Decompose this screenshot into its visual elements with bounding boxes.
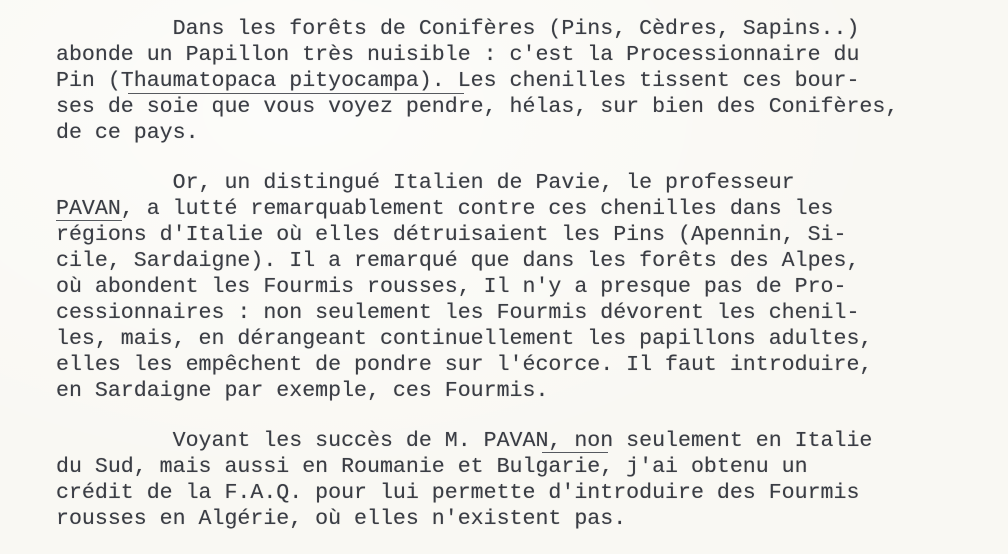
text-line: en Sardaigne par exemple, ces Fourmis. [56, 379, 549, 403]
text-line: cile, Sardaigne). Il a remarqué que dans les forêts des Alpes, [56, 249, 860, 273]
text-line: elles les empêchent de pondre sur l'écorce. Il faut introduire, [56, 353, 873, 377]
pavan-underline [56, 220, 122, 221]
text-line: régions d'Italie où elles détruisaient les Pins (Apennin, Si- [56, 223, 847, 247]
text-line: Or, un distingué Italien de Pavie, le professeur [56, 171, 795, 195]
text-line: Dans les forêts de Conifères (Pins, Cèdres, Sapins..) [56, 17, 860, 41]
text-line: les, mais, en dérangeant continuellement les papillons adultes, [56, 327, 873, 351]
text-line: PAVAN, a lutté remarquablement contre ces chenilles dans les [56, 197, 834, 221]
text-line: de ce pays. [56, 121, 199, 145]
text-line: abonde un Papillon très nuisible : c'est la Processionnaire du [56, 43, 860, 67]
text-line: Pin (Thaumatopaca pityocampa). Les chenilles tissent ces bour- [56, 69, 860, 93]
text-line: où abondent les Fourmis rousses, Il n'y a presque pas de Pro- [56, 275, 847, 299]
text-line: Voyant les succès de M. PAVAN, non seulement en Italie [56, 429, 873, 453]
text-line: rousses en Algérie, où elles n'existent pas. [56, 507, 627, 531]
text-line: ses de soie que vous voyez pendre, hélas, sur bien des Conifères, [56, 95, 899, 119]
scientific-name-underline [128, 93, 464, 94]
text-line: cessionnaires : non seulement les Fourmis dévorent les chenil- [56, 301, 860, 325]
text-line: crédit de la F.A.Q. pour lui permette d'introduire des Fourmis [56, 481, 860, 505]
text-line: du Sud, mais aussi en Roumanie et Bulgarie, j'ai obtenu un [56, 455, 808, 479]
pavan-underline [542, 452, 608, 453]
